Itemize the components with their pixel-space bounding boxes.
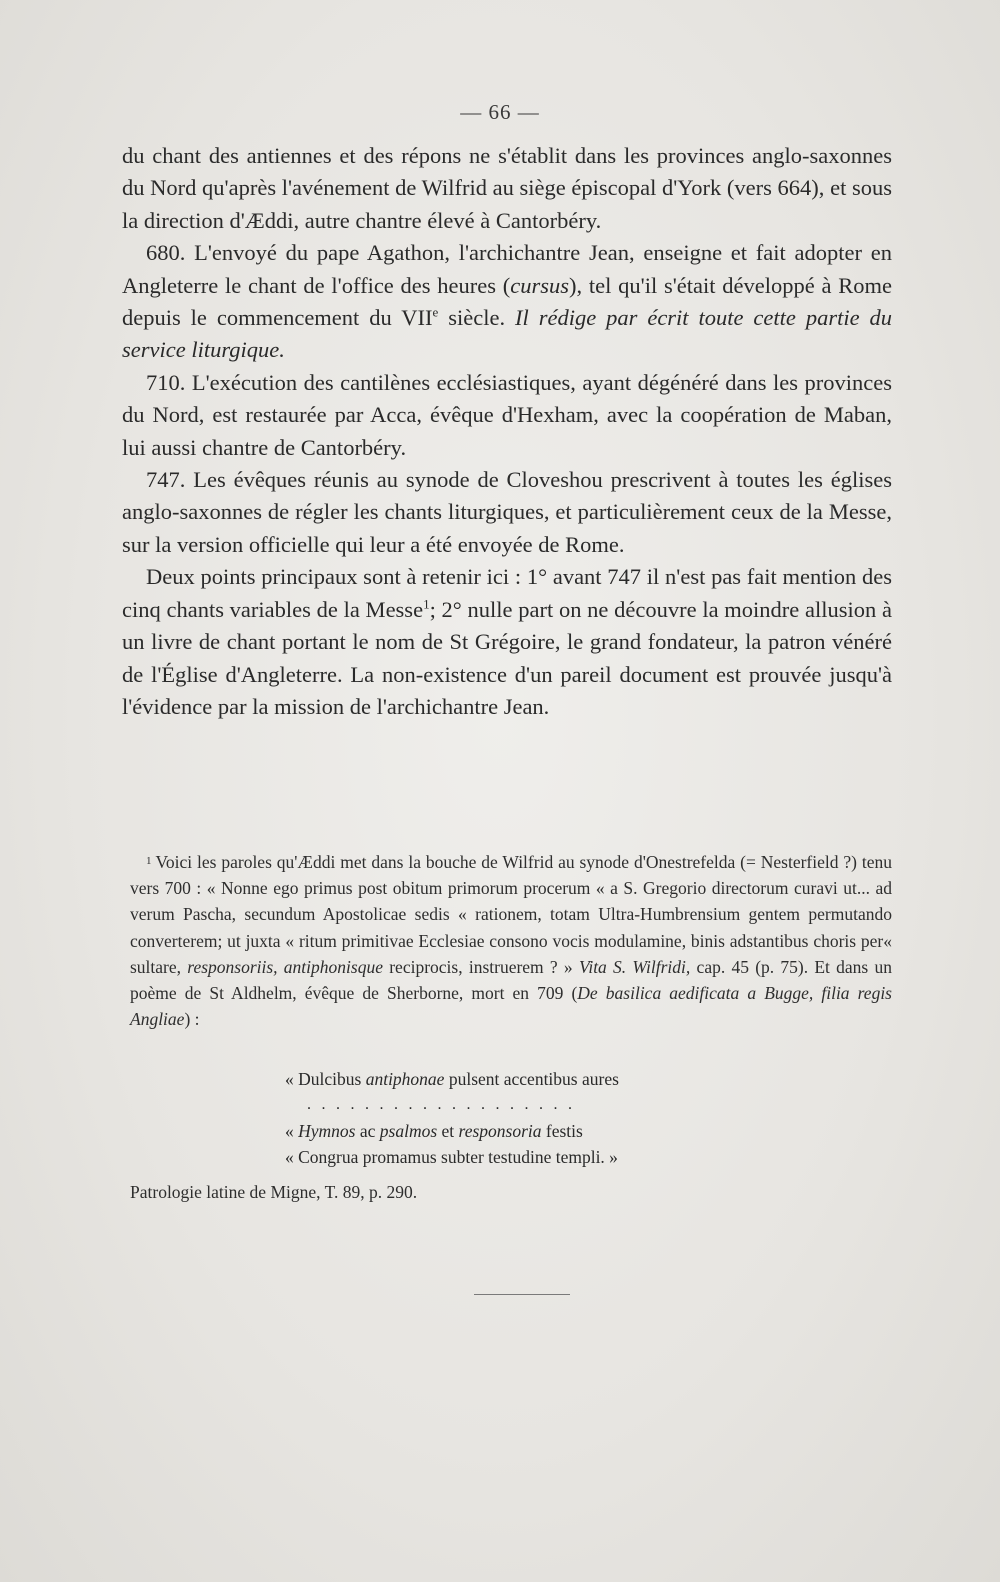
footnote-reference: 1 xyxy=(423,596,430,612)
italic-run: psalmos xyxy=(379,1121,438,1141)
text-run: ), tel qu'il s'était développé à Rome depuis le commencement du VII xyxy=(122,272,892,331)
verse-quotation xyxy=(285,1066,725,1170)
text-run: festis xyxy=(541,1121,583,1141)
text-run: et xyxy=(437,1121,459,1141)
main-text xyxy=(122,140,892,723)
italic-run: Vita S. Wilfridi, xyxy=(578,956,691,977)
verse-line xyxy=(285,1066,725,1092)
divider xyxy=(474,1294,570,1295)
paragraph-680 xyxy=(122,237,892,367)
italic-run: De basilica aedificata a Bugge, filia regis Angliae xyxy=(130,983,892,1030)
superscript: e xyxy=(432,304,439,320)
paragraph-continuation: du chant des antiennes et des répons ne s'établit dans les provinces anglo-saxonnes du Nord qu'après l'avénement de Wilfrid au siège épiscopal d'York (vers 664), et sous la direction d'Æddi, autre chantre élevé à Cantorbéry. xyxy=(122,143,892,233)
text-run: Deux points principaux sont à retenir ici : 1° avant 747 il n'est pas fait mention des cinq chants variables de la Messe xyxy=(122,564,892,622)
italic-run: responsoria xyxy=(458,1121,542,1141)
text-run: pulsent accentibus aures xyxy=(444,1069,619,1089)
page-number: — 66 — xyxy=(460,100,540,124)
italic-run: Hymnos xyxy=(298,1121,356,1141)
footnote xyxy=(130,848,892,1032)
ellipsis-dots: ................... xyxy=(307,1096,583,1113)
paragraph-conclusion xyxy=(122,561,892,723)
text-run: 680. L'envoyé du pape Agathon, l'archichantre Jean, enseigne et fait adopter en Angleterre le chant de l'office des heures ( xyxy=(122,240,892,298)
verse-line xyxy=(285,1118,725,1144)
italic-run: cursus xyxy=(510,272,570,298)
italic-run: responsoriis, antiphonisque xyxy=(187,956,383,977)
verse-line: « Congrua promamus subter testudine templi. » xyxy=(285,1147,618,1167)
footnote-text xyxy=(130,848,892,1032)
text-run: « Dulcibus xyxy=(285,1069,366,1089)
text-run: ac xyxy=(355,1121,380,1141)
paragraph-710: 710. L'exécution des cantilènes ecclésiastiques, ayant dégénéré dans les provinces du Nord, est restaurée par Acca, évêque d'Hexham, avec la coopération de Maban, lui aussi chantre de Cantorbéry. xyxy=(122,369,892,460)
text-run: « xyxy=(285,1121,299,1141)
italic-run: antiphonae xyxy=(365,1069,445,1089)
text-run: siècle. xyxy=(438,305,516,331)
italic-run: Il rédige par écrit toute cette partie du service liturgique. xyxy=(122,305,893,363)
text-run: cap. 45 (p. 75). Et dans un poème de St Aldhelm, évêque de Sherborne, mort en 709 ( xyxy=(130,956,892,1004)
text-run: Voici les paroles qu'Æddi met dans la bouche de Wilfrid au synode d'Onestrefelda (= Nesterfield ?) tenu vers 700 : « Nonne ego primus post obitum primorum procerum « a S. Gregorio directorum curavi ut... ad verum Pascha, secundum Apostolicae sedis « rationem, totam Ultra-Humbrensium gentem permutando converterem; ut juxta « ritum primitivae Ecclesiae consono vocis modulamine, binis adstantibus choris per« sultare, xyxy=(130,852,892,977)
paragraph-747: 747. Les évêques réunis au synode de Cloveshou prescrivent à toutes les églises anglo-saxonnes de régler les chants liturgiques, et particulièrement ceux de la Messe, sur la version officielle qui leur a été envoyée de Rome. xyxy=(122,467,892,557)
text-run: ) : xyxy=(184,1009,200,1030)
text-run: reciprocis, instruerem ? » xyxy=(382,956,579,977)
text-run: ; 2° nulle part on ne découvre la moindre allusion à un livre de chant portant le nom de St Grégoire, le grand fondateur, la patron vénéré de l'Église d'Angleterre. La non-existence d'un pareil document est prouvée jusqu'à l'évidence par la mission de l'archichantre Jean. xyxy=(122,596,892,719)
footnote-marker: 1 xyxy=(146,855,152,867)
source-citation: Patrologie latine de Migne, T. 89, p. 290. xyxy=(130,1182,418,1202)
